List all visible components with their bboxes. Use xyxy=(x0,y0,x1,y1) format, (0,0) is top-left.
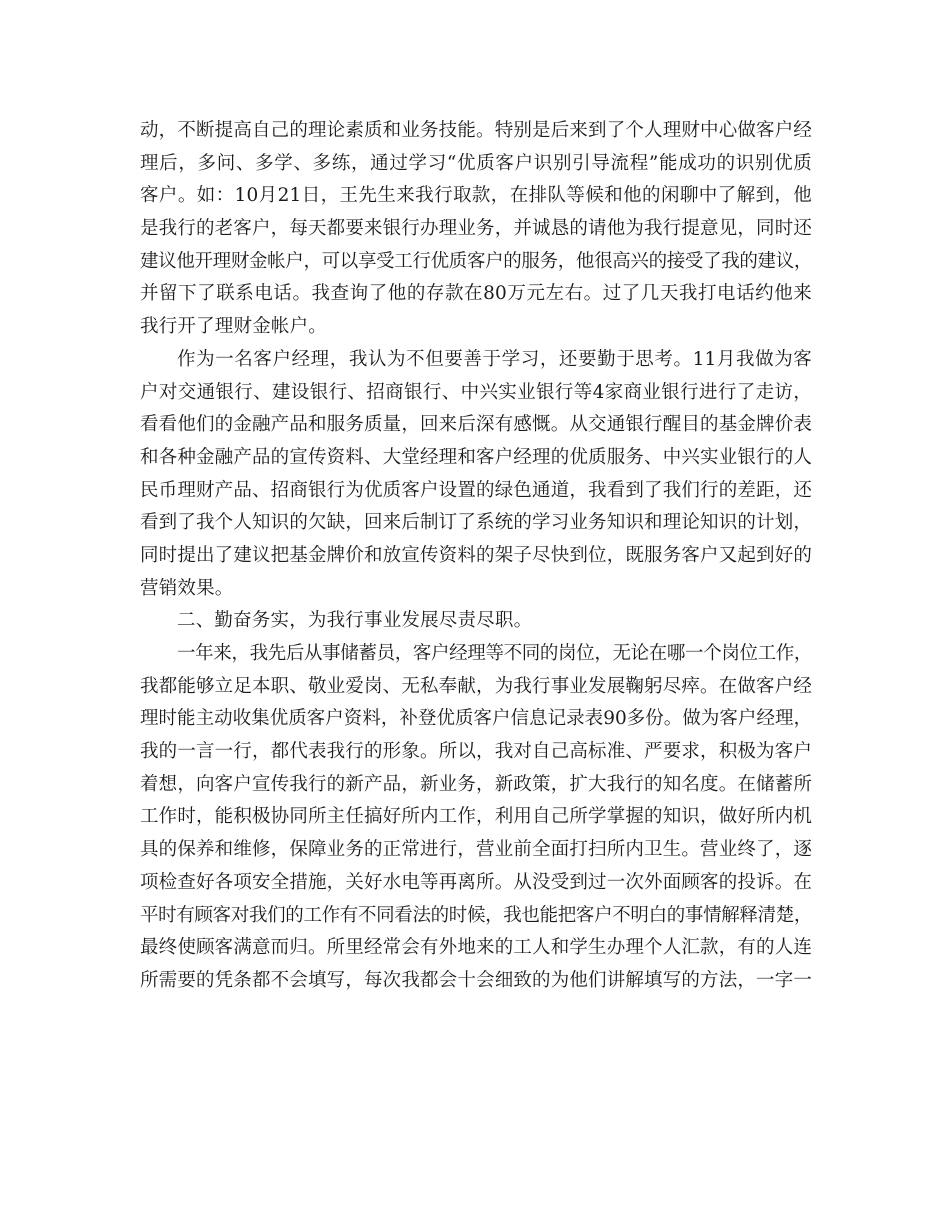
text-line: 着想，向客户宣传我行的新产品，新业务，新政策，扩大我行的知名度。在储蓄所 xyxy=(140,773,812,795)
text-line: 是我行的老客户，每天都要来银行办理业务，并诚恳的请他为我行提意见，同时还 xyxy=(140,218,812,240)
text-line: 理时能主动收集优质客户资料，补登优质客户信息记录表90多份。做为客户经理， xyxy=(140,708,812,730)
text-line: 看到了我个人知识的欠缺，回来后制订了系统的学习业务知识和理论知识的计划， xyxy=(140,512,812,534)
text-line: 我的一言一行，都代表我行的形象。所以，我对自己高标准、严要求，积极为客户 xyxy=(140,741,812,763)
text-line: 具的保养和维修，保障业务的正常进行，营业前全面打扫所内卫生。营业终了，逐 xyxy=(140,839,812,861)
text-line: 工作时，能积极协同所主任搞好所内工作，利用自己所学掌握的知识，做好所内机 xyxy=(140,806,812,828)
text-line: 我行开了理财金帐户。 xyxy=(140,316,328,338)
text-line: 看看他们的金融产品和服务质量，回来后深有感慨。从交通银行醒目的基金牌价表 xyxy=(140,414,812,436)
text-line: 项检查好各项安全措施，关好水电等再离所。从没受到过一次外面顾客的投诉。在 xyxy=(140,871,812,893)
text-line: 一年来，我先后从事储蓄员，客户经理等不同的岗位，无论在哪一个岗位工作， xyxy=(177,643,812,664)
text-line: 和各种金融产品的宣传资料、大堂经理和客户经理的优质服务、中兴实业银行的人 xyxy=(140,446,812,468)
text-line: 作为一名客户经理，我认为不但要善于学习，还要勤于思考。11月我做为客 xyxy=(177,348,812,370)
text-line: 我都能够立足本职、敬业爱岗、无私奉献，为我行事业发展鞠躬尽瘁。在做客户经 xyxy=(140,675,812,697)
text-line: 客户。如：10月21日，王先生来我行取款，在排队等候和他的闲聊中了解到，他 xyxy=(140,185,812,207)
text-line: 营销效果。 xyxy=(140,577,234,599)
text-line: 理后，多问、多学、多练，通过学习“优质客户识别引导流程”能成功的识别优质 xyxy=(140,152,812,174)
text-line: 户对交通银行、建设银行、招商银行、中兴实业银行等4家商业银行进行了走访， xyxy=(140,381,812,403)
text-line: 民币理财产品、招商银行为优质客户设置的绿色通道，我看到了我们行的差距，还 xyxy=(140,479,812,501)
text-line: 动，不断提高自己的理论素质和业务技能。特别是后来到了个人理财中心做客户经 xyxy=(140,120,812,141)
text-line: 并留下了联系电话。我查询了他的存款在80万元左右。过了几天我打电话约他来 xyxy=(140,283,812,305)
text-line: 建议他开理财金帐户，可以享受工行优质客户的服务，他很高兴的接受了我的建议， xyxy=(140,250,812,272)
text-line: 最终使顾客满意而归。所里经常会有外地来的工人和学生办理个人汇款，有的人连 xyxy=(140,937,812,959)
text-line: 平时有顾客对我们的工作有不同看法的时候，我也能把客户不明白的事情解释清楚， xyxy=(140,904,812,926)
body-text xyxy=(140,115,812,998)
text-line: 同时提出了建议把基金牌价和放宣传资料的架子尽快到位，既服务客户又起到好的 xyxy=(140,544,812,566)
text-line: 所需要的凭条都不会填写，每次我都会十会细致的为他们讲解填写的方法，一字一 xyxy=(140,969,812,991)
text-line: 二、勤奋务实，为我行事业发展尽责尽职。 xyxy=(177,610,533,632)
